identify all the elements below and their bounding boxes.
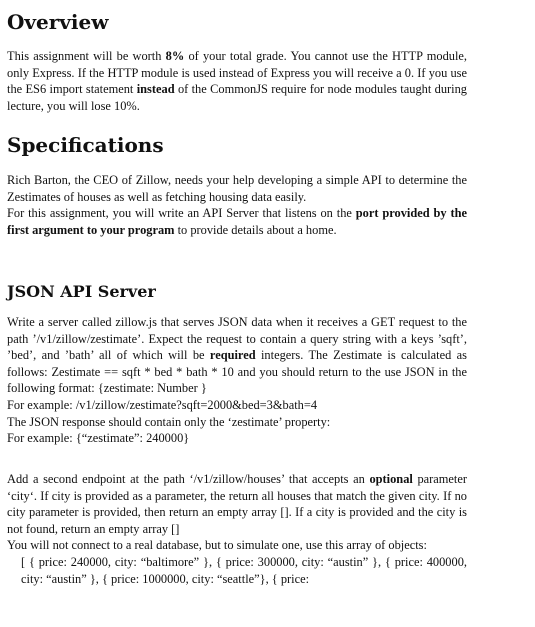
specifications-paragraph [7, 172, 467, 238]
json-api-example-2: For example: {“zestimate”: 240000} [7, 431, 190, 446]
specifications-line-1: Rich Barton, the CEO of Zillow, needs your help developing a simple API to determine the Zestimates of houses as well as fetching housing data easily. [7, 173, 467, 204]
simulate-database-note: You will not connect to a real database, but to simulate one, use this array of objects: [7, 538, 427, 553]
overview-text-1: This assignment will be worth [7, 49, 166, 63]
json-api-text-2: integers. The Zestimate is calculated as follows: Zestimate == sqft * bed * bath * 10 and you should return to the use JSON in the following format: {zestimate: Number } [7, 348, 467, 396]
json-api-example-1: For example: /v1/zillow/zestimate?sqft=2000&bed=3&bath=4 [7, 397, 318, 412]
specifications-line-2-prefix: For this assignment, you will write an API Server that listens on the [7, 206, 356, 221]
specifications-line-2-suffix: to provide details about a home. [174, 222, 337, 237]
overview-heading: Overview [7, 10, 109, 34]
houses-endpoint-paragraph [7, 471, 467, 587]
json-api-heading: JSON API Server [7, 282, 156, 301]
json-api-bold-required: required [209, 348, 256, 363]
overview-bold-percent: 8% [165, 49, 185, 63]
houses-array-literal: [ { price: 240000, city: “baltimore” }, { price: 300000, city: “austin” }, { price: 400000, city: “austin” }, { price: 1000000, city: “seattle”}, { price: [21, 554, 467, 586]
specifications-line-2-bold: port provided by the first argument to your program [7, 206, 467, 237]
specifications-heading: Specifications [7, 133, 164, 157]
overview-text-3: of the CommonJS require for node modules taught during lecture, you will lose 10%. [7, 82, 467, 113]
overview-bold-instead: instead [136, 82, 175, 97]
json-api-text-1: Write a server called zillow.js that serves JSON data when it receives a GET request to the path ’/v1/zillow/zestimate’. Expect the request to contain a query string with a keys ’sqft’, ’bed’, and ’bath’ all of which will be [7, 315, 467, 363]
overview-paragraph [7, 48, 467, 114]
houses-text-1: Add a second endpoint at the path ‘/v1/zillow/houses’ that accepts an [7, 472, 370, 486]
json-api-response-note: The JSON response should contain only the ‘zestimate’ property: [7, 414, 331, 429]
houses-bold-optional: optional [369, 472, 413, 486]
houses-text-2: parameter ‘city‘. If city is provided as a parameter, the return all houses that match the given city. If no city parameter is provided, then return an empty array []. If a city is provided and the city is not found, return an empty array [] [7, 472, 468, 536]
overview-text-2: of your total grade. You cannot use the HTTP module, only Express. If the HTTP module is used instead of Express you will receive a 0. If you use the ES6 import statement [7, 49, 467, 97]
json-api-paragraph [7, 314, 467, 447]
